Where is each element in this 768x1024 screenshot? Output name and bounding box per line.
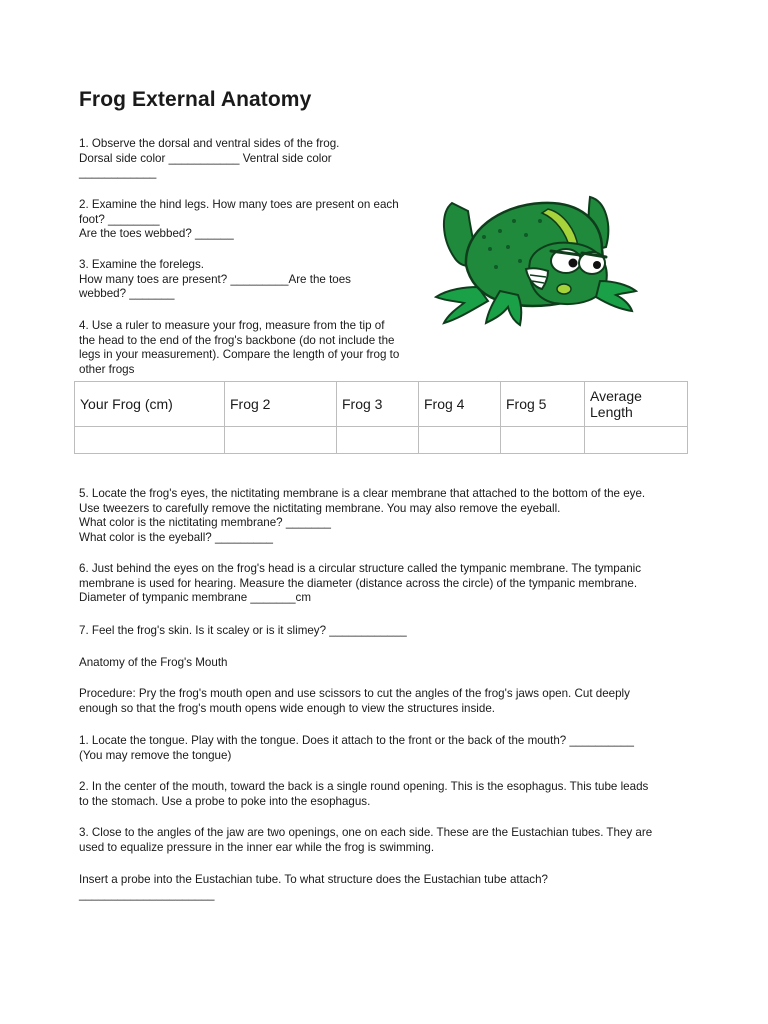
frog-illustration [430,191,638,335]
question-2-line-2: foot? ________ [79,212,160,226]
mouth-question-1-line-2: (You may remove the tongue) [79,748,232,762]
header-frog-4: Frog 4 [419,382,501,427]
header-frog-5: Frog 5 [501,382,585,427]
procedure-line-2: enough so that the frog's mouth opens wide enough to view the structures inside. [79,701,495,715]
mouth-section-heading: Anatomy of the Frog's Mouth [79,656,228,669]
question-7-line-1: 7. Feel the frog's skin. Is it scaley or is it slimey? ____________ [79,624,407,637]
question-6-line-3: Diameter of tympanic membrane _______cm [79,591,311,604]
question-4-line-3: legs in your measurement). Compare the length of your frog to [79,348,400,361]
frog-length-table [74,381,688,454]
mouth-question-3-line-2: used to equalize pressure in the inner ear while the frog is swimming. [79,840,435,854]
eustachian-question-line-1: Insert a probe into the Eustachian tube. To what structure does the Eustachian tube attach? [79,873,548,886]
question-5-line-1: 5. Locate the frog's eyes, the nictitating membrane is a clear membrane that attached to the bottom of the eye. [79,487,646,500]
header-your-frog: Your Frog (cm) [75,382,225,427]
question-6-line-2: membrane is used for hearing. Measure the diameter (distance across the circle) of the tympanic membrane. [79,576,638,590]
cell-average-length[interactable] [585,427,688,454]
frog-pupil-right [593,261,601,269]
question-2-line-1: 2. Examine the hind legs. How many toes are present on each [79,198,399,211]
question-6-line-1: 6. Just behind the eyes on the frog's head is a circular structure called the tympanic membrane. The tympanic [79,562,642,575]
header-frog-2: Frog 2 [225,382,337,427]
question-4 [79,319,431,377]
question-5 [79,487,699,545]
question-5-line-3: What color is the nictitating membrane? _______ [79,516,331,529]
mouth-question-2-line-2: to the stomach. Use a probe to poke into the esophagus. [79,794,371,808]
table-header-row [75,382,688,427]
question-7 [79,624,699,639]
question-1-line-3: ____________ [79,166,157,179]
eustachian-question-line-2: _____________________ [79,887,215,901]
frog-right-foot [596,281,636,311]
mouth-question-2 [79,780,699,809]
question-4-line-1: 4. Use a ruler to measure your frog, measure from the tip of [79,319,385,332]
cell-frog-2[interactable] [225,427,337,454]
mouth-question-1 [79,734,699,763]
question-4-line-2: the head to the end of the frog's backbone (do not include the [79,333,395,347]
question-3 [79,258,431,302]
cell-frog-4[interactable] [419,427,501,454]
mouth-question-2-line-1: 2. In the center of the mouth, toward the back is a single round opening. This is the esophagus. This tube leads [79,780,649,793]
question-1-line-2: Dorsal side color ___________ Ventral side color [79,151,332,165]
header-frog-3: Frog 3 [337,382,419,427]
question-2-line-3: Are the toes webbed? ______ [79,227,234,240]
question-1-line-1: 1. Observe the dorsal and ventral sides of the frog. [79,137,340,150]
frog-left-foot [436,287,488,323]
page-title: Frog External Anatomy [79,88,312,111]
question-3-line-2: How many toes are present? _________Are the toes [79,272,351,286]
mouth-question-1-line-1: 1. Locate the tongue. Play with the tongue. Does it attach to the front or the back of the mouth? __________ [79,734,634,747]
header-average-length: Average Length [585,382,688,427]
procedure [79,687,699,716]
question-4-line-4: other frogs [79,362,135,376]
question-3-line-3: webbed? _______ [79,287,175,300]
mouth-question-3-line-1: 3. Close to the angles of the jaw are two openings, one on each side. These are the Eustachian tubes. They are [79,826,653,839]
question-3-line-1: 3. Examine the forelegs. [79,258,205,271]
frog-nostril [557,284,571,294]
question-6 [79,562,699,606]
question-1 [79,137,431,181]
question-5-line-4: What color is the eyeball? _________ [79,530,274,544]
procedure-line-1: Procedure: Pry the frog's mouth open and use scissors to cut the angles of the frog's jaws open. Cut deeply [79,687,630,700]
question-2 [79,198,431,242]
frog-pupil-left [569,259,578,268]
table-row [75,427,688,454]
eustachian-question [79,873,699,902]
question-5-line-2: Use tweezers to carefully remove the nictitating membrane. You may also remove the eyeball. [79,501,561,515]
cell-frog-5[interactable] [501,427,585,454]
mouth-question-3 [79,826,699,855]
cell-your-frog[interactable] [75,427,225,454]
cell-frog-3[interactable] [337,427,419,454]
